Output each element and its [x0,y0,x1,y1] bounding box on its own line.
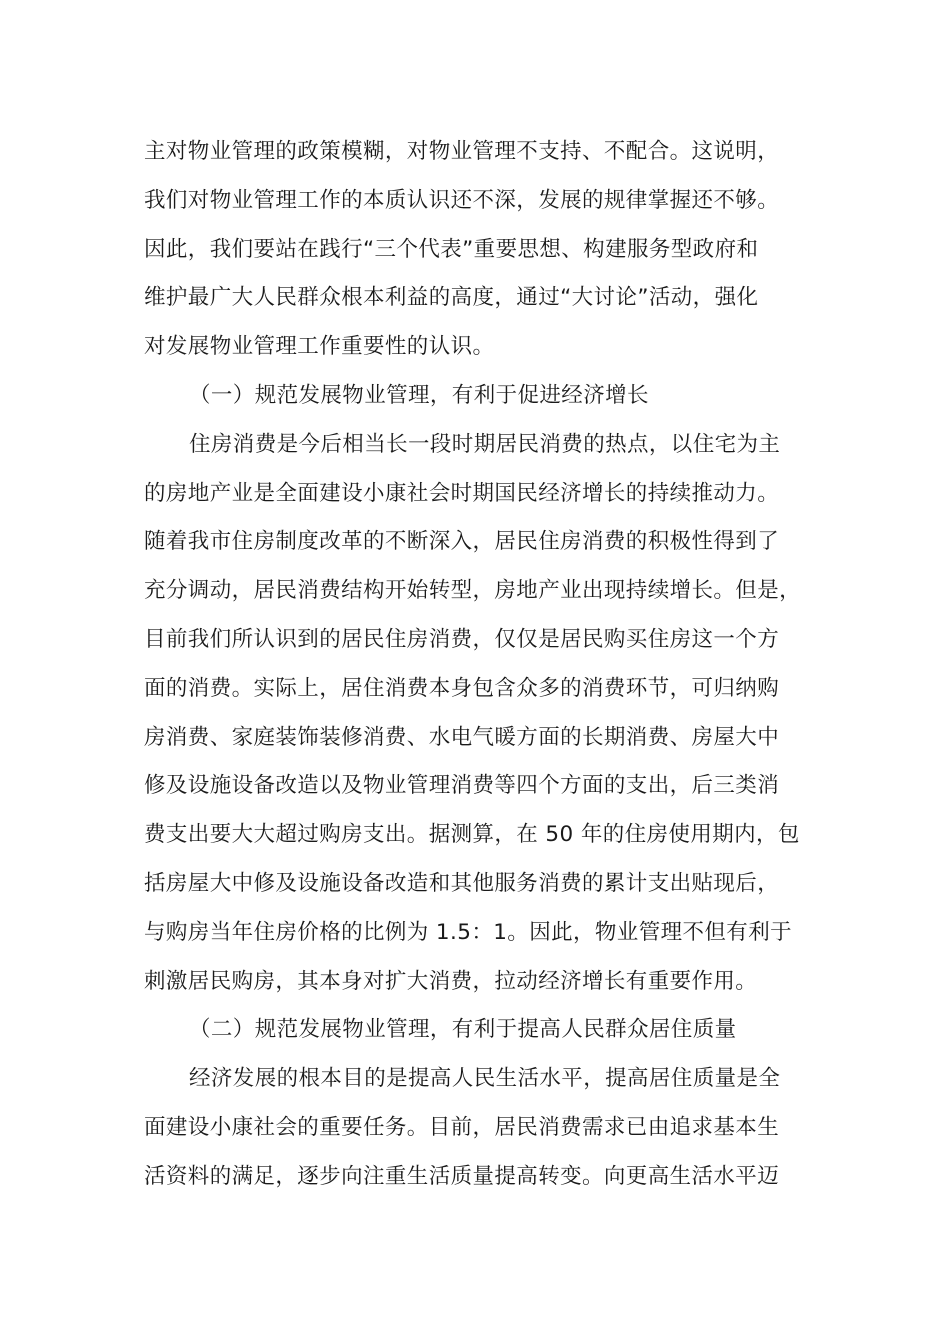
text-line: （二）规范发展物业管理，有利于提高人民群众居住质量 [189,1017,737,1043]
text-line: 与购房当年住房价格的比例为 1.5：1。因此，物业管理不但有利于 [144,919,793,945]
text-line: 括房屋大中修及设施设备改造和其他服务消费的累计支出贴现后， [144,870,780,896]
text-line: 经济发展的根本目的是提高人民生活水平，提高居住质量是全 [189,1066,781,1092]
text-line: 住房消费是今后相当长一段时期居民消费的热点，以住宅为主 [189,431,781,457]
body-text [144,128,812,1202]
text-line: 费支出要大大超过购房支出。据测算，在 50 年的住房使用期内，包 [144,822,800,848]
text-line: 对发展物业管理工作重要性的认识。 [144,334,495,360]
text-line: 因此，我们要站在践行“三个代表”重要思想、构建服务型政府和 [144,236,759,262]
text-line: 修及设施设备改造以及物业管理消费等四个方面的支出，后三类消 [144,773,780,799]
text-line: 房消费、家庭装饰装修消费、水电气暖方面的长期消费、房屋大中 [144,724,780,750]
text-line: （一）规范发展物业管理，有利于促进经济增长 [189,382,649,408]
text-line: 随着我市住房制度改革的不断深入，居民住房消费的积极性得到了 [144,529,780,555]
text-line: 刺激居民购房，其本身对扩大消费，拉动经济增长有重要作用。 [144,968,758,994]
text-line: 面的消费。实际上，居住消费本身包含众多的消费环节，可归纳购 [144,675,780,701]
text-line: 维护最广大人民群众根本利益的高度，通过“大讨论”活动，强化 [144,285,759,311]
text-line: 主对物业管理的政策模糊，对物业管理不支持、不配合。这说明， [144,139,780,164]
text-line: 目前我们所认识到的居民住房消费，仅仅是居民购买住房这一个方 [144,626,780,652]
text-line: 的房地产业是全面建设小康社会时期国民经济增长的持续推动力。 [144,480,780,506]
text-line: 我们对物业管理工作的本质认识还不深，发展的规律掌握还不够。 [144,187,780,213]
text-line: 面建设小康社会的重要任务。目前，居民消费需求已由追求基本生 [144,1114,780,1140]
text-line: 充分调动，居民消费结构开始转型，房地产业出现持续增长。但是， [144,578,802,604]
text-line: 活资料的满足，逐步向注重生活质量提高转变。向更高生活水平迈 [144,1163,780,1189]
